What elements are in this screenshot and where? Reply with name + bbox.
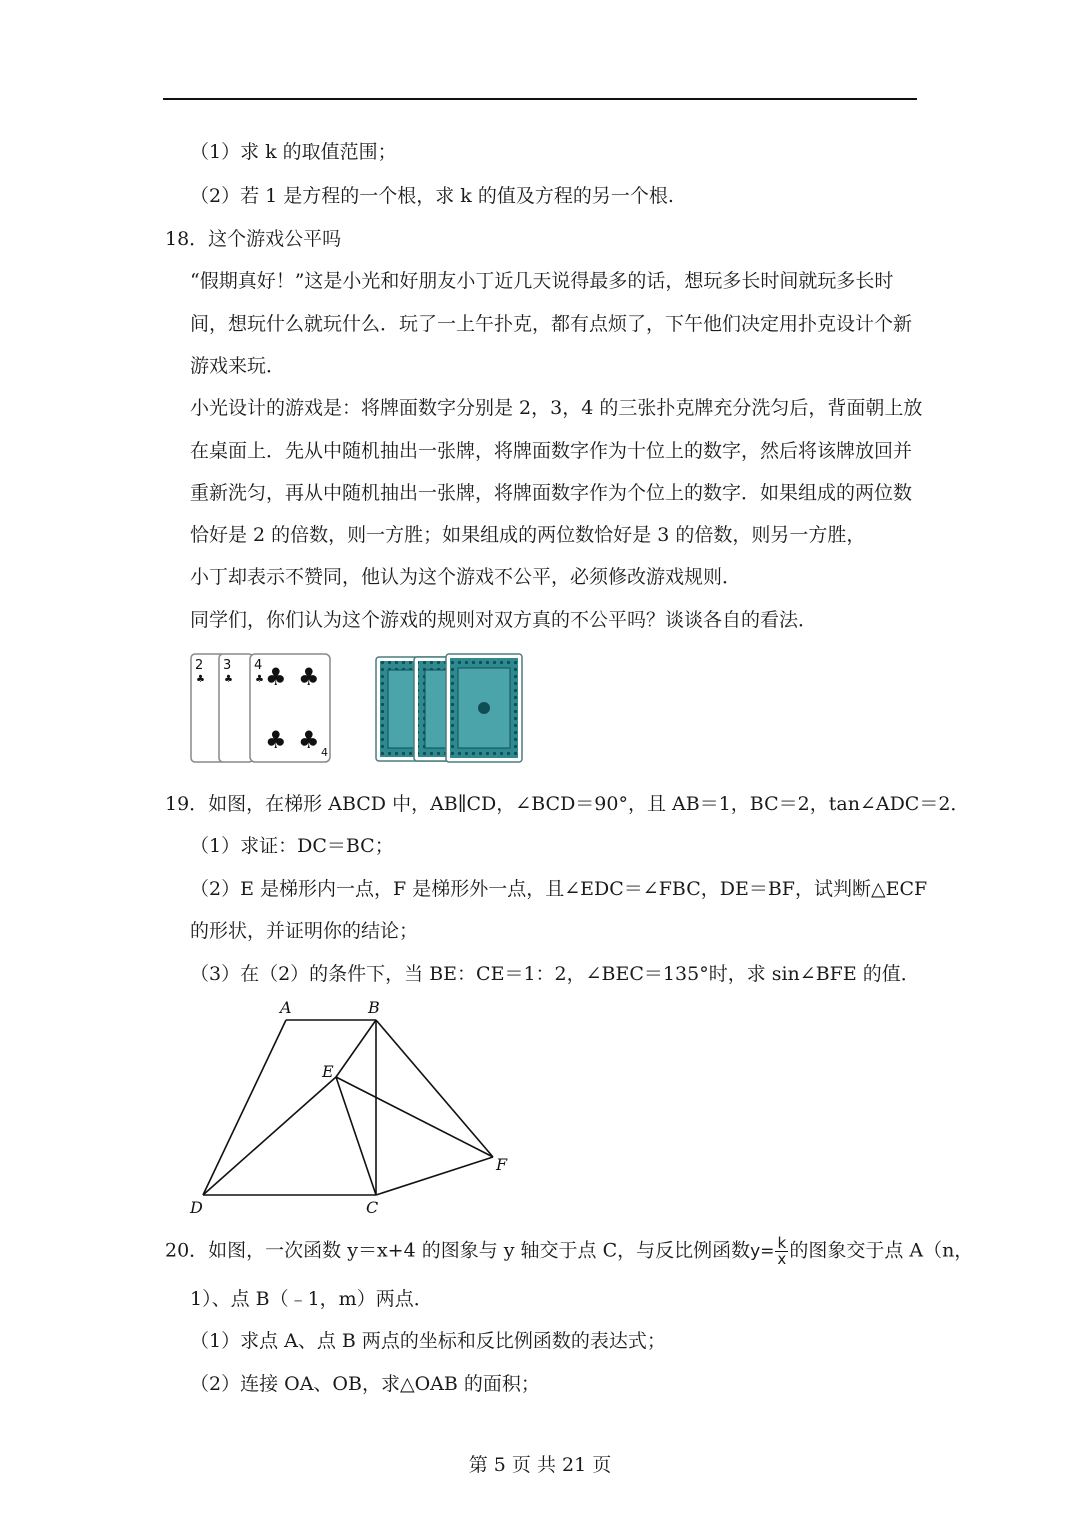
club-icon: ♣ — [255, 674, 264, 685]
q20-stem-b: 的图象交于点 A（n， — [789, 1239, 974, 1262]
segment-eb — [336, 1020, 376, 1077]
club-pip-icon: ♣ — [265, 663, 287, 691]
q18-p2-line4: 恰好是 2 的倍数，则一方胜；如果组成的两位数恰好是 3 的倍数，则另一方胜， — [190, 524, 866, 546]
card-three-rank: 3 — [223, 658, 232, 673]
q20-frac-denominator: x — [777, 1250, 787, 1268]
club-pip-icon: ♣ — [298, 726, 320, 754]
q20-part2: （2）连接 OA、OB，求△OAB 的面积； — [190, 1373, 540, 1395]
q18-p1-line3: 游戏来玩． — [190, 355, 286, 377]
playing-cards-figure — [190, 652, 526, 764]
q20-fraction — [775, 1236, 788, 1267]
card-backs — [376, 654, 522, 762]
page-footer: 第 5 页 共 21 页 — [468, 1454, 612, 1476]
label-e: E — [322, 1062, 334, 1081]
q19-part3: （3）在（2）的条件下，当 BE：CE＝1：2，∠BEC＝135°时，求 sin∠BFE 的值． — [190, 963, 920, 985]
q18-p2-line2: 在桌面上．先从中随机抽出一张牌，将牌面数字作为十位上的数字，然后将该牌放回并 — [190, 440, 913, 462]
segment-cf — [376, 1157, 493, 1195]
q20-y-equals: y= — [750, 1241, 775, 1262]
segment-de — [203, 1077, 336, 1195]
label-b: B — [368, 998, 380, 1017]
card-two-rank: 2 — [195, 658, 204, 673]
segment-bf — [376, 1020, 493, 1157]
q17-part1: （1）求 k 的取值范围； — [190, 141, 397, 163]
club-icon: ♣ — [196, 674, 205, 685]
q20-frac-numerator: k — [775, 1236, 788, 1252]
q19-part2-line1: （2）E 是梯形内一点，F 是梯形外一点，且∠EDC＝∠FBC，DE＝BF，试判断△ECF — [190, 878, 928, 900]
q20-part1: （1）求点 A、点 B 两点的坐标和反比例函数的表达式； — [190, 1330, 666, 1352]
card-four — [250, 654, 330, 762]
q19-part2-line2: 的形状，并证明你的结论； — [190, 920, 419, 942]
card-three — [219, 654, 253, 762]
q20-stem-a: 20．如图，一次函数 y＝x+4 的图象与 y 轴交于点 C，与反比例函数 — [165, 1239, 751, 1262]
segment-da — [203, 1020, 286, 1195]
q17-part2: （2）若 1 是方程的一个根，求 k 的值及方程的另一个根. — [190, 185, 674, 207]
label-c: C — [366, 1198, 379, 1217]
card-four-rank: 4 — [254, 658, 263, 673]
q19-stem: 19．如图，在梯形 ABCD 中，AB∥CD，∠BCD＝90°，且 AB＝1，BC＝2，tan∠ADC＝2． — [165, 793, 970, 815]
q18-title: 18．这个游戏公平吗 — [165, 228, 342, 250]
card-four-rank-bottom: 4 — [321, 746, 328, 759]
q19-part1: （1）求证：DC＝BC； — [190, 835, 394, 857]
trapezoid-figure — [188, 995, 513, 1217]
club-icon: ♣ — [224, 674, 233, 685]
q18-p3: 小丁却表示不赞同，他认为这个游戏不公平，必须修改游戏规则． — [190, 566, 742, 588]
q20-stem-line1 — [165, 1236, 973, 1267]
q18-p1-line2: 间，想玩什么就玩什么．玩了一上午扑克，都有点烦了，下午他们决定用扑克设计个新 — [190, 313, 913, 335]
q18-p2-line1: 小光设计的游戏是：将牌面数字分别是 2，3，4 的三张扑克牌充分洗匀后，背面朝上放 — [190, 397, 923, 419]
club-pip-icon: ♣ — [298, 663, 320, 691]
club-pip-icon: ♣ — [265, 726, 287, 754]
q18-p4: 同学们，你们认为这个游戏的规则对双方真的不公平吗？谈谈各自的看法． — [190, 609, 818, 631]
q20-stem-line2: 1）、点 B（﹣1，m）两点． — [190, 1288, 433, 1310]
label-a: A — [280, 998, 292, 1017]
q18-p2-line3: 重新洗匀，再从中随机抽出一张牌，将牌面数字作为个位上的数字．如果组成的两位数 — [190, 482, 913, 504]
q18-p1-line1: “假期真好！”这是小光和好朋友小丁近几天说得最多的话，想玩多长时间就玩多长时 — [190, 270, 894, 292]
label-d: D — [190, 1198, 203, 1217]
label-f: F — [496, 1155, 508, 1174]
header-rule — [163, 98, 917, 100]
